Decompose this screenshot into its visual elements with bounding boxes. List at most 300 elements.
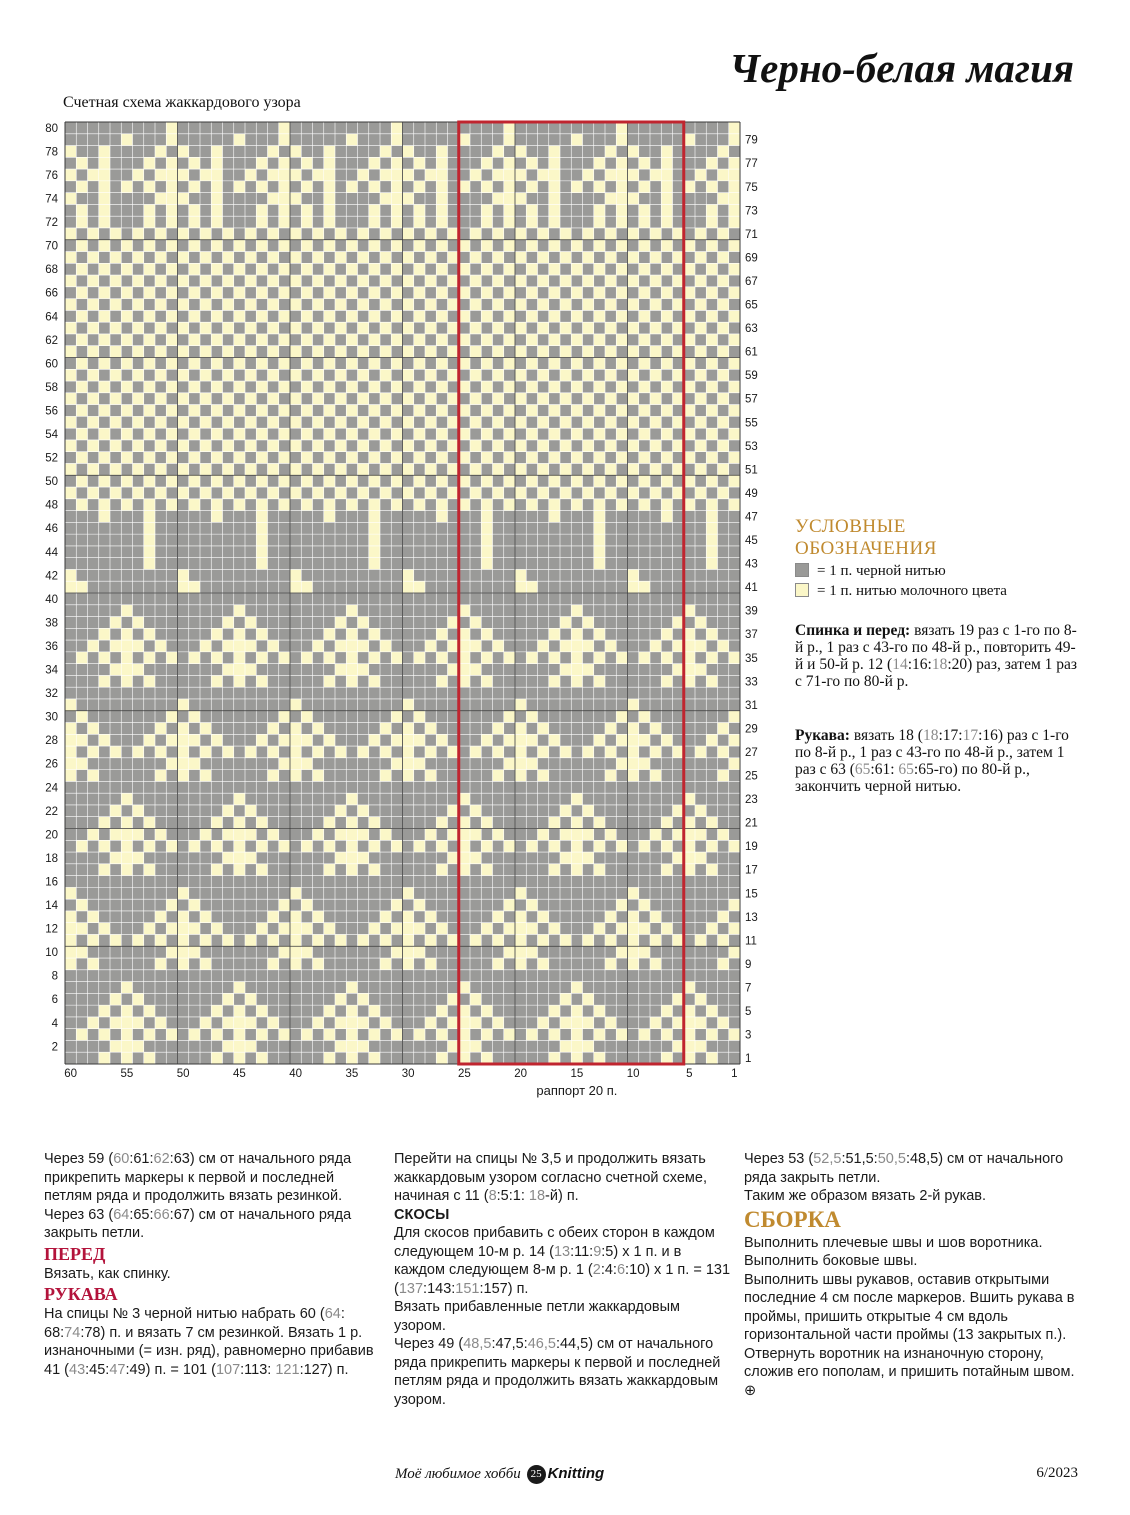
chart-cell — [76, 593, 87, 605]
chart-cell — [65, 840, 76, 852]
chart-cell — [234, 675, 245, 687]
chart-cell — [515, 687, 526, 699]
chart-cell — [695, 982, 706, 994]
chart-cell — [245, 746, 256, 758]
chart-cell — [189, 346, 200, 358]
chart-cell — [369, 181, 380, 193]
chart-cell — [245, 1029, 256, 1041]
chart-cell — [706, 157, 717, 169]
chart-cell — [403, 605, 414, 617]
chart-cell — [459, 440, 470, 452]
chart-cell — [133, 805, 144, 817]
chart-cell — [223, 157, 234, 169]
chart-cell — [155, 275, 166, 287]
chart-cell — [605, 299, 616, 311]
chart-cell — [661, 534, 672, 546]
chart-cell — [583, 157, 594, 169]
chart-cell — [549, 534, 560, 546]
chart-cell — [155, 840, 166, 852]
chart-cell — [695, 734, 706, 746]
chart-cell — [380, 770, 391, 782]
chart-cell — [369, 699, 380, 711]
chart-cell — [133, 934, 144, 946]
chart-cell — [661, 405, 672, 417]
chart-cell — [526, 487, 537, 499]
chart-cell — [448, 499, 459, 511]
chart-cell — [110, 487, 121, 499]
chart-cell — [729, 946, 740, 958]
chart-cell — [121, 934, 132, 946]
chart-cell — [76, 758, 87, 770]
chart-cell — [594, 216, 605, 228]
chart-cell — [425, 805, 436, 817]
chart-cell — [661, 758, 672, 770]
chart-cell — [313, 381, 324, 393]
chart-cell — [706, 934, 717, 946]
chart-cell — [279, 829, 290, 841]
chart-cell — [301, 157, 312, 169]
chart-cell — [380, 746, 391, 758]
chart-cell — [526, 982, 537, 994]
chart-cell — [211, 723, 222, 735]
chart-cell — [268, 287, 279, 299]
chart-cell — [335, 946, 346, 958]
chart-cell — [605, 452, 616, 464]
chart-cell — [526, 970, 537, 982]
chart-cell — [436, 876, 447, 888]
chart-cell — [133, 699, 144, 711]
chart-cell — [594, 499, 605, 511]
chart-cell — [425, 252, 436, 264]
chart-cell — [571, 122, 582, 134]
chart-cell — [76, 463, 87, 475]
chart-cell — [301, 993, 312, 1005]
chart-cell — [301, 770, 312, 782]
chart-cell — [189, 876, 200, 888]
chart-cell — [76, 522, 87, 534]
chart-cell — [504, 369, 515, 381]
chart-cell — [369, 252, 380, 264]
chart-cell — [391, 699, 402, 711]
chart-cell — [155, 346, 166, 358]
chart-cell — [76, 617, 87, 629]
chart-cell — [515, 840, 526, 852]
chart-cell — [234, 1052, 245, 1064]
chart-cell — [403, 252, 414, 264]
chart-cell — [99, 181, 110, 193]
chart-cell — [538, 287, 549, 299]
chart-cell — [166, 840, 177, 852]
chart-cell — [335, 758, 346, 770]
chart-cell — [571, 664, 582, 676]
chart-cell — [639, 899, 650, 911]
chart-cell — [133, 993, 144, 1005]
chart-cell — [189, 805, 200, 817]
chart-cell — [346, 358, 357, 370]
chart-cell — [178, 770, 189, 782]
chart-cell — [673, 558, 684, 570]
chart-cell — [121, 852, 132, 864]
chart-cell — [369, 1005, 380, 1017]
chart-cell — [324, 228, 335, 240]
chart-cell — [110, 522, 121, 534]
chart-cell — [99, 1052, 110, 1064]
chart-cell — [650, 993, 661, 1005]
chart-cell — [99, 275, 110, 287]
chart-cell — [245, 322, 256, 334]
chart-cell — [695, 664, 706, 676]
chart-cell — [448, 369, 459, 381]
chart-cell — [290, 664, 301, 676]
chart-cell — [605, 334, 616, 346]
chart-cell — [493, 899, 504, 911]
chart-cell — [166, 687, 177, 699]
chart-cell — [470, 522, 481, 534]
chart-cell — [718, 1005, 729, 1017]
chart-cell — [279, 193, 290, 205]
chart-cell — [358, 463, 369, 475]
chart-cell — [673, 287, 684, 299]
chart-cell — [65, 781, 76, 793]
chart-cell — [166, 758, 177, 770]
chart-cell — [189, 181, 200, 193]
chart-cell — [650, 252, 661, 264]
chart-cell — [729, 381, 740, 393]
chart-cell — [223, 876, 234, 888]
chart-cell — [65, 593, 76, 605]
chart-cell — [538, 617, 549, 629]
chart-cell — [121, 687, 132, 699]
chart-cell — [200, 146, 211, 158]
chart-cell — [639, 240, 650, 252]
chart-cell — [403, 193, 414, 205]
chart-cell — [155, 1029, 166, 1041]
chart-cell — [189, 522, 200, 534]
chart-cell — [76, 569, 87, 581]
chart-cell — [76, 982, 87, 994]
chart-cell — [76, 958, 87, 970]
chart-cell — [290, 487, 301, 499]
chart-cell — [324, 252, 335, 264]
chart-cell — [504, 852, 515, 864]
chart-cell — [481, 923, 492, 935]
chart-cell — [65, 522, 76, 534]
chart-cell — [436, 440, 447, 452]
chart-cell — [436, 1029, 447, 1041]
chart-cell — [178, 310, 189, 322]
chart-cell — [459, 829, 470, 841]
chart-cell — [256, 793, 267, 805]
chart-cell — [200, 664, 211, 676]
chart-cell — [628, 887, 639, 899]
chart-cell — [673, 275, 684, 287]
chart-cell — [155, 358, 166, 370]
chart-cell — [346, 817, 357, 829]
chart-cell — [583, 734, 594, 746]
chart-cell — [650, 122, 661, 134]
chart-cell — [661, 770, 672, 782]
chart-cell — [380, 334, 391, 346]
chart-cell — [391, 982, 402, 994]
chart-cell — [628, 911, 639, 923]
chart-cell — [335, 146, 346, 158]
chart-cell — [526, 958, 537, 970]
chart-cell — [200, 381, 211, 393]
chart-cell — [459, 1005, 470, 1017]
chart-cell — [425, 970, 436, 982]
chart-cell — [178, 228, 189, 240]
chart-cell — [448, 911, 459, 923]
chart-cell — [718, 617, 729, 629]
chart-cell — [245, 122, 256, 134]
chart-cell — [448, 746, 459, 758]
chart-cell — [245, 876, 256, 888]
chart-cell — [324, 805, 335, 817]
chart-cell — [560, 640, 571, 652]
chart-cell — [256, 970, 267, 982]
chart-cell — [470, 746, 481, 758]
chart-cell — [324, 569, 335, 581]
chart-cell — [76, 546, 87, 558]
chart-cell — [324, 1005, 335, 1017]
chart-cell — [335, 829, 346, 841]
chart-cell — [436, 193, 447, 205]
chart-cell — [391, 334, 402, 346]
chart-cell — [628, 346, 639, 358]
chart-cell — [99, 263, 110, 275]
chart-cell — [223, 652, 234, 664]
chart-cell — [403, 499, 414, 511]
chart-cell — [459, 993, 470, 1005]
chart-cell — [403, 405, 414, 417]
chart-cell — [504, 652, 515, 664]
chart-cell — [133, 287, 144, 299]
chart-cell — [526, 840, 537, 852]
chart-cell — [110, 723, 121, 735]
chart-cell — [279, 369, 290, 381]
chart-cell — [234, 593, 245, 605]
chart-cell — [133, 240, 144, 252]
chart-cell — [133, 793, 144, 805]
chart-cell — [234, 310, 245, 322]
chart-cell — [110, 511, 121, 523]
chart-cell — [718, 252, 729, 264]
chart-cell — [628, 758, 639, 770]
chart-cell — [628, 287, 639, 299]
chart-cell — [301, 287, 312, 299]
chart-cell — [470, 723, 481, 735]
chart-cell — [369, 876, 380, 888]
chart-cell — [335, 628, 346, 640]
chart-cell — [538, 416, 549, 428]
chart-cell — [706, 522, 717, 534]
chart-cell — [706, 452, 717, 464]
chart-cell — [223, 428, 234, 440]
chart-cell — [391, 263, 402, 275]
chart-cell — [245, 287, 256, 299]
chart-cell — [504, 805, 515, 817]
chart-cell — [346, 993, 357, 1005]
chart-cell — [223, 569, 234, 581]
chart-cell — [245, 899, 256, 911]
chart-cell — [526, 1029, 537, 1041]
chart-cell — [99, 193, 110, 205]
chart-cell — [99, 558, 110, 570]
chart-cell — [369, 511, 380, 523]
chart-cell — [391, 923, 402, 935]
chart-cell — [279, 817, 290, 829]
chart-cell — [189, 1017, 200, 1029]
chart-cell — [504, 1052, 515, 1064]
chart-cell — [448, 687, 459, 699]
chart-cell — [200, 310, 211, 322]
chart-cell — [515, 699, 526, 711]
chart-cell — [684, 617, 695, 629]
chart-cell — [560, 664, 571, 676]
chart-cell — [515, 1005, 526, 1017]
chart-cell — [571, 240, 582, 252]
chart-cell — [673, 852, 684, 864]
chart-cell — [695, 593, 706, 605]
chart-cell — [234, 216, 245, 228]
chart-cell — [661, 640, 672, 652]
chart-cell — [459, 146, 470, 158]
chart-cell — [380, 122, 391, 134]
chart-cell — [414, 581, 425, 593]
chart-cell — [358, 487, 369, 499]
chart-cell — [605, 887, 616, 899]
chart-cell — [178, 216, 189, 228]
chart-cell — [470, 134, 481, 146]
chart-cell — [223, 840, 234, 852]
chart-cell — [538, 381, 549, 393]
chart-cell — [549, 216, 560, 228]
chart-cell — [121, 334, 132, 346]
chart-cell — [358, 534, 369, 546]
chart-cell — [313, 252, 324, 264]
chart-cell — [99, 1029, 110, 1041]
chart-cell — [628, 617, 639, 629]
chart-cell — [549, 723, 560, 735]
chart-cell — [166, 1005, 177, 1017]
chart-cell — [616, 958, 627, 970]
chart-cell — [481, 358, 492, 370]
chart-cell — [65, 193, 76, 205]
chart-cell — [369, 793, 380, 805]
chart-cell — [110, 687, 121, 699]
chart-cell — [695, 770, 706, 782]
chart-cell — [144, 287, 155, 299]
chart-cell — [121, 958, 132, 970]
chart-cell — [301, 534, 312, 546]
chart-cell — [200, 640, 211, 652]
chart-cell — [470, 876, 481, 888]
chart-cell — [403, 263, 414, 275]
chart-cell — [448, 393, 459, 405]
chart-cell — [448, 511, 459, 523]
chart-cell — [268, 746, 279, 758]
chart-cell — [695, 711, 706, 723]
chart-cell — [301, 711, 312, 723]
chart-cell — [493, 393, 504, 405]
chart-cell — [504, 1029, 515, 1041]
chart-cell — [628, 369, 639, 381]
chart-cell — [178, 617, 189, 629]
chart-cell — [650, 829, 661, 841]
chart-cell — [223, 546, 234, 558]
chart-cell — [583, 982, 594, 994]
chart-cell — [200, 970, 211, 982]
chart-cell — [459, 463, 470, 475]
chart-cell — [245, 958, 256, 970]
chart-cell — [324, 216, 335, 228]
chart-cell — [166, 157, 177, 169]
chart-cell — [99, 1005, 110, 1017]
chart-cell — [493, 252, 504, 264]
chart-cell — [628, 640, 639, 652]
chart-cell — [380, 581, 391, 593]
chart-cell — [695, 605, 706, 617]
chart-cell — [515, 310, 526, 322]
chart-cell — [245, 216, 256, 228]
chart-cell — [335, 840, 346, 852]
chart-cell — [481, 628, 492, 640]
chart-cell — [661, 322, 672, 334]
chart-cell — [65, 122, 76, 134]
chart-cell — [639, 275, 650, 287]
chart-cell — [594, 416, 605, 428]
chart-cell — [324, 405, 335, 417]
chart-cell — [605, 628, 616, 640]
row-label-left: 80 — [45, 122, 58, 135]
chart-cell — [425, 463, 436, 475]
chart-cell — [481, 310, 492, 322]
chart-cell — [673, 346, 684, 358]
chart-cell — [121, 617, 132, 629]
chart-cell — [346, 275, 357, 287]
chart-cell — [706, 675, 717, 687]
chart-cell — [358, 334, 369, 346]
chart-cell — [538, 770, 549, 782]
chart-cell — [684, 416, 695, 428]
chart-cell — [538, 405, 549, 417]
chart-cell — [639, 569, 650, 581]
chart-cell — [358, 581, 369, 593]
chart-cell — [526, 605, 537, 617]
chart-cell — [301, 1029, 312, 1041]
chart-cell — [538, 522, 549, 534]
chart-cell — [414, 982, 425, 994]
chart-cell — [211, 216, 222, 228]
chart-cell — [605, 381, 616, 393]
chart-cell — [76, 393, 87, 405]
chart-cell — [605, 405, 616, 417]
chart-cell — [189, 216, 200, 228]
chart-cell — [189, 617, 200, 629]
chart-cell — [346, 923, 357, 935]
chart-cell — [268, 1029, 279, 1041]
chart-cell — [538, 157, 549, 169]
chart-cell — [223, 675, 234, 687]
chart-cell — [538, 299, 549, 311]
chart-cell — [346, 1005, 357, 1017]
chart-cell — [234, 287, 245, 299]
chart-cell — [234, 605, 245, 617]
chart-cell — [526, 711, 537, 723]
chart-cell — [605, 593, 616, 605]
chart-cell — [661, 652, 672, 664]
chart-cell — [380, 405, 391, 417]
